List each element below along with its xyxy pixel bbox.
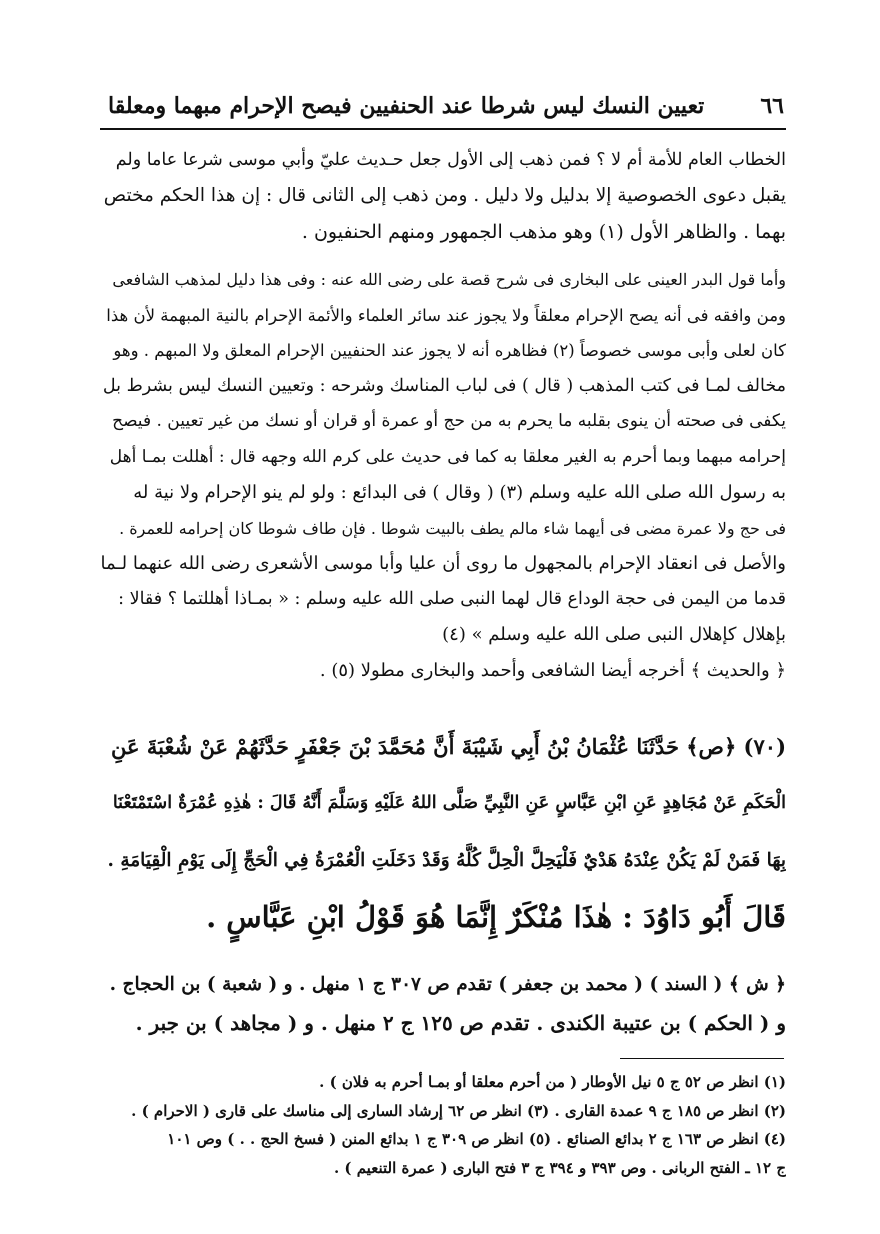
commentary-paragraph — [100, 262, 786, 688]
hadith-line: الْحَكَمِ عَنْ مُجَاهِدٍ عَنِ ابْنِ عَبَّاسٍ عَنِ النَّبِيِّ صَلَّى اللهُ عَلَيْهِ وَسَلَّمَ أَنَّهُ قَالَ : هٰذِهِ عُمْرَةٌ اسْتَمْتَعْنَا — [112, 793, 786, 813]
hadith-line: بِهَا فَمَنْ لَمْ يَكُنْ عِنْدَهُ هَدْيٌ فَلْيَحِلَّ الْحِلَّ كُلَّهُ وَقَدْ دَخَلَتِ الْعُمْرَةُ فِي الْحَجِّ إِلَى يَوْمِ الْقِيَامَةِ . — [107, 850, 786, 871]
footnote-line: (١) انظر ص ٥٢ ج ٥ نيل الأوطار ( من أحرم معلقا أو بمـا أحرم به فلان ) . — [319, 1073, 786, 1091]
text-line: ﴿ ش ﴾ ( السند ) ( محمد بن جعفر ) تقدم ص ٣٠٧ ج ١ منهل . و ( شعبة ) بن الحجاج . — [109, 974, 786, 995]
text-line: يقبل دعوى الخصوصية إلا بدليل ولا دليل . ومن ذهب إلى الثانى قال : إن هذا الحكم مختص — [103, 185, 786, 206]
hadith-line: (٧٠) ﴿ص﴾ حَدَّثَنَا عُثْمَانُ بْنُ أَبِي شَيْبَةَ أَنَّ مُحَمَّدَ بْنَ جَعْفَرٍ حَدَّثَهُمْ عَنْ شُعْبَةَ عَنِ — [111, 734, 786, 759]
hadith-line: قَالَ أَبُو دَاوُدَ : هٰذَا مُنْكَرٌ إِنَّمَا هُوَ قَوْلُ ابْنِ عَبَّاسٍ . — [206, 900, 786, 934]
page-number: ٦٦ — [760, 93, 784, 119]
text-line: قدما من اليمن فى حجة الوداع قال لهما النبى صلى الله عليه وسلم : « بمـاذا أهللتما ؟ فقالا : — [118, 588, 786, 609]
footnote-rule — [620, 1058, 784, 1059]
text-line: ومن وافقه فى أنه يصح الإحرام معلقاً ولا يجوز عند سائر العلماء والأئمة الإحرام بالنية المبهمة لأن هذا — [106, 305, 786, 325]
text-line: بإهلال كإهلال النبى صلى الله عليه وسلم » (٤) — [442, 624, 786, 645]
text-line: و ( الحكم ) بن عتيبة الكندى . تقدم ص ١٢٥ ج ٢ منهل . و ( مجاهد ) بن جبر . — [135, 1011, 786, 1035]
text-line: والأصل فى انعقاد الإحرام بالمجهول ما روى أن عليا وأبا موسى الأشعرى رضى الله عنهما لـما — [100, 553, 786, 574]
text-line: وأما قول البدر العينى على البخارى فى شرح قصة على رضى الله عنه : وفى هذا دليل لمذهب الشافعى — [112, 270, 786, 289]
text-line: بهما . والظاهر الأول (١) وهو مذهب الجمهور ومنهم الحنفيون . — [301, 221, 786, 243]
text-line: يكفى فى صحته أن ينوى بقلبه ما يحرم به من حج أو عمرة أو قران أو نسك من غير تعيين . فيصح — [112, 411, 786, 431]
header-rule — [100, 128, 786, 130]
text-line: الخطاب العام للأمة أم لا ؟ فمن ذهب إلى الأول جعل حـديث عليّ وأبي موسى شرعا عاما ولم — [115, 150, 786, 170]
text-line: فى حج ولا عمرة مضى فى أيهما شاء مالم يطف بالبيت شوطا . فإن طاف شوطا كان إحرامه للعمرة . — [119, 518, 786, 538]
footnote-line: (٢) انظر ص ١٨٥ ج ٩ عمدة القارى . (٣) انظر ص ٦٢ إرشاد السارى إلى مناسك على قارى ( الاحرام ) . — [131, 1101, 786, 1120]
hadith-text — [100, 718, 786, 946]
page-header — [108, 86, 784, 126]
text-line: مخالف لمـا فى كتب المذهب ( قال ) فى لباب المناسك وشرحه : وتعيين النسك ليس بشرط بل — [102, 375, 786, 396]
text-line: ﴿ والحديث ﴾ أخرجه أيضا الشافعى وأحمد والبخارى مطولا (٥) . — [319, 659, 786, 681]
running-title: تعيين النسك ليس شرطا عند الحنفيين فيصح الإحرام مبهما ومعلقا — [108, 93, 705, 119]
footnote-line: ج ١٢ ـ الفتح الربانى . وص ٣٩٣ و ٣٩٤ ج ٣ فتح البارى ( عمرة التنعيم ) . — [333, 1158, 786, 1177]
text-line: كان لعلى وأبى موسى خصوصاً (٢) فظاهره أنه لا يجوز عند الحنفيين الإحرام المعلق ولا المبهم . وهو — [113, 341, 786, 360]
intro-paragraph — [100, 142, 786, 250]
text-line: به رسول الله صلى الله عليه وسلم (٣) ( وقال ) فى البدائع : ولو لم ينو الإحرام ولا نية له — [133, 482, 786, 503]
sharh-paragraph — [100, 966, 786, 1042]
footnote-line: (٤) انظر ص ١٦٣ ج ٢ بدائع الصنائع . (٥) انظر ص ٣٠٩ ج ١ بدائع المنن ( فسخ الحج . . ) وص ١٠١ — [167, 1130, 786, 1148]
text-line: إحرامه مبهما وبما أحرم به الغير معلقا به كما فى حديث على كرم الله وجهه قال : أهللت بمـا أهل — [109, 446, 786, 467]
footnotes — [100, 1068, 786, 1182]
